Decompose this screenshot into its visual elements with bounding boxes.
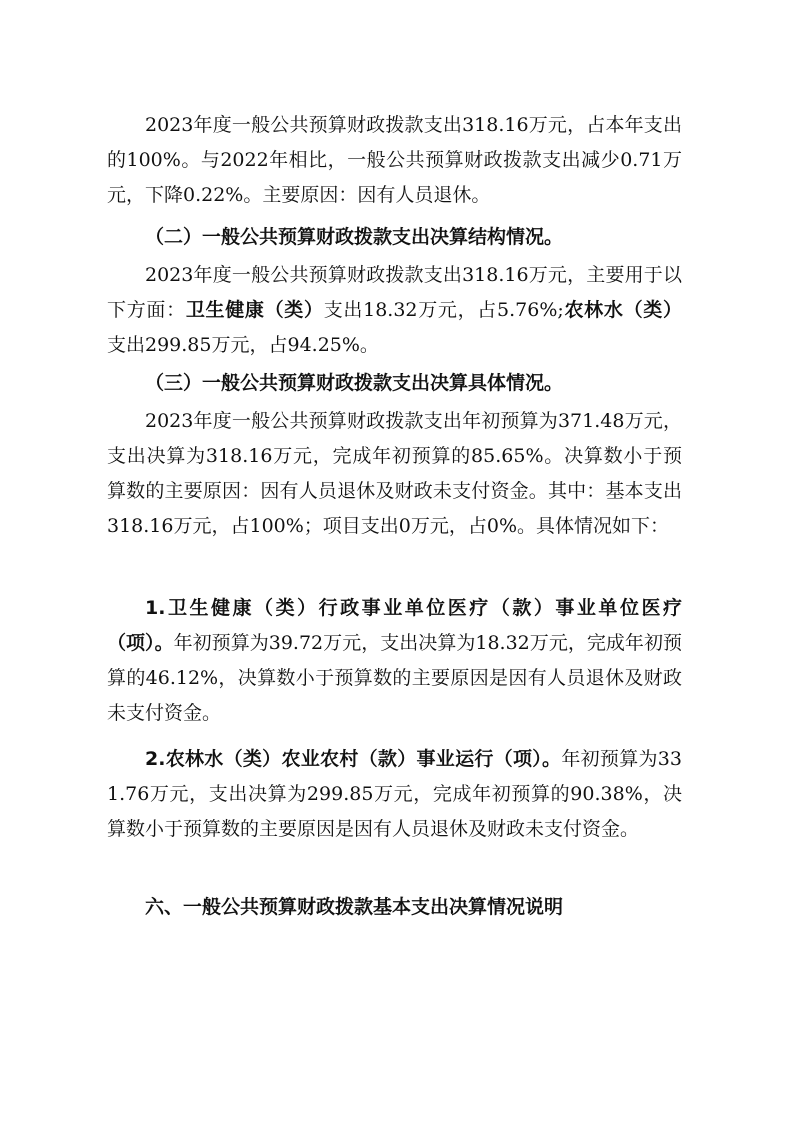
section-heading-details	[107, 366, 682, 401]
paragraph-text: 2023年度一般公共预算财政拨款支出318.16万元，主要用于以下方面：	[107, 264, 682, 321]
heading-text: （三）一般公共预算财政拨款支出决算具体情况。	[145, 372, 564, 394]
paragraph-text: 2023年度一般公共预算财政拨款支出318.16万元，占本年支出的100%。与2022年相比，一般公共预算财政拨款支出减少0.71万元，下降0.22%。主要原因：因有人员退休。	[107, 114, 682, 206]
section-heading-basic-expenditure	[107, 890, 682, 925]
heading-text: 六、一般公共预算财政拨款基本支出决算情况说明	[145, 896, 564, 918]
heading-text: （二）一般公共预算财政拨款支出决算结构情况。	[145, 226, 564, 248]
category-agriculture-label: 农林水（类）	[563, 299, 682, 321]
section-heading-structure	[107, 220, 682, 255]
paragraph-text: 年初预算为39.72万元，支出决算为18.32万元，完成年初预算的46.12%，决算数小于预算数的主要原因是因有人员退休及财政未支付资金。	[107, 632, 682, 724]
paragraph-expenditure-summary	[107, 108, 682, 213]
paragraph-budget-details	[107, 404, 682, 544]
item-health-title: 1.卫生健康（类）行政事业单位医疗（款）事业单位医疗（项）。	[107, 597, 682, 654]
category-health-label: 卫生健康（类）	[185, 299, 324, 321]
paragraph-text: 支出299.85万元，占94.25%。	[107, 334, 379, 356]
paragraph-text: 年初预算为331.76万元，支出决算为299.85万元，完成年初预算的90.38%，决算数小于预算数的主要原因是因有人员退休及财政未支付资金。	[107, 748, 682, 840]
paragraph-item-health	[107, 591, 682, 731]
paragraph-expenditure-structure	[107, 258, 682, 363]
paragraph-text: 2023年度一般公共预算财政拨款支出年初预算为371.48万元，支出决算为318.16万元，完成年初预算的85.65%。决算数小于预算数的主要原因：因有人员退休及财政未支付资金。其中：基本支出318.16万元，占100%；项目支出0万元，占0%。具体情况如下：	[107, 410, 682, 537]
paragraph-item-agriculture	[107, 742, 682, 847]
paragraph-text: 支出18.32万元，占5.76%;	[323, 299, 564, 321]
item-agriculture-title: 2.农林水（类）农业农村（款）事业运行（项）。	[145, 748, 562, 770]
